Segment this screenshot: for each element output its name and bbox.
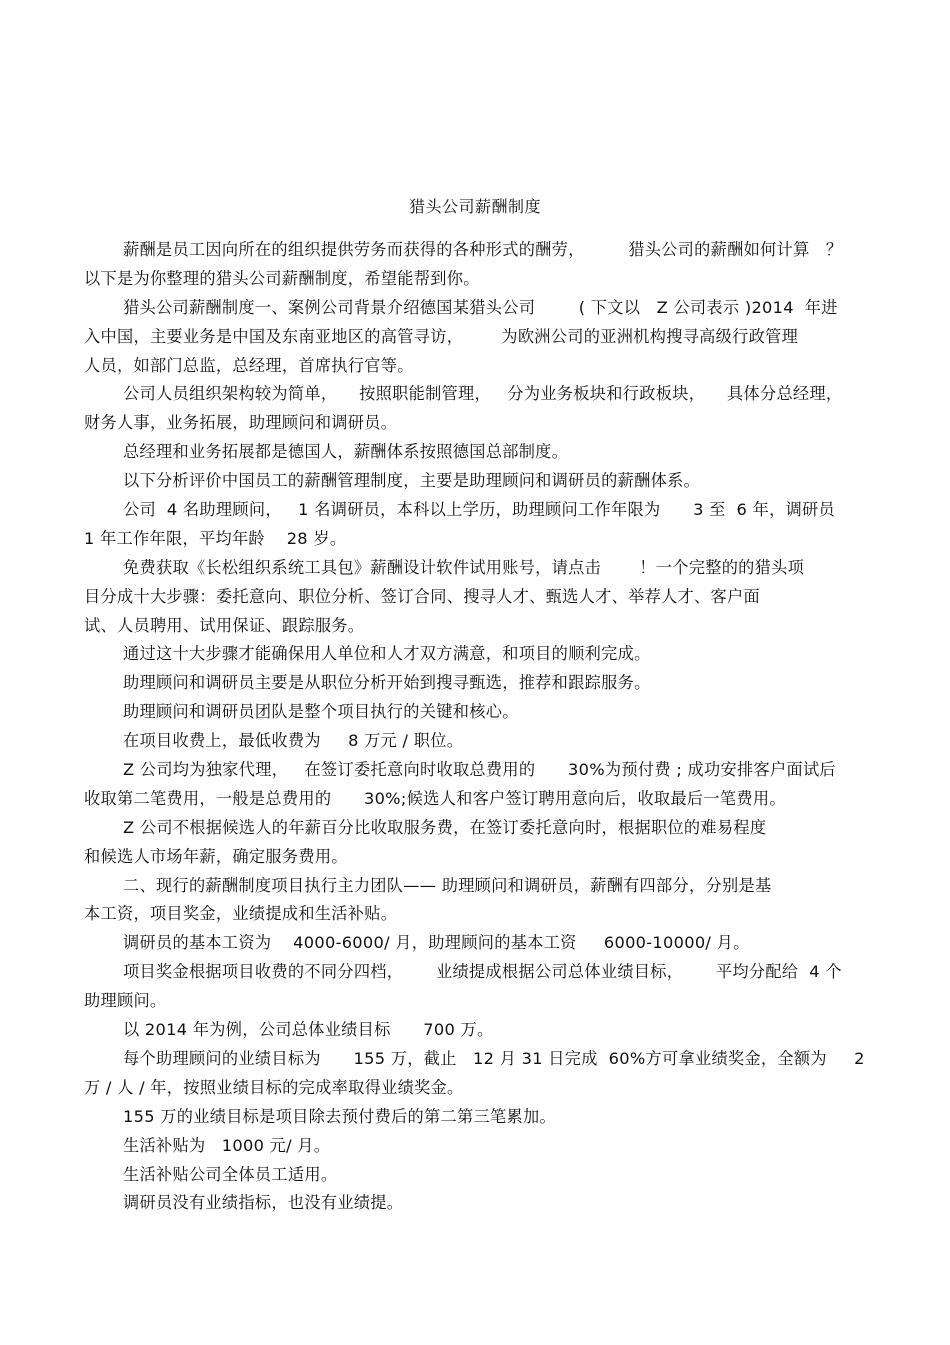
paragraph-line: 调研员的基本工资为 4000-6000/ 月，助理顾问的基本工资 6000-10000/ 月。	[123, 933, 750, 953]
paragraph-line: 公司人员组织架构较为简单， 按照职能制管理， 分为业务板块和行政板块， 具体分总经理，	[123, 384, 843, 404]
paragraph-line: 目分成十大步骤：委托意向、职位分析、签订合同、搜寻人才、甄选人才、举荐人才、客户面	[84, 586, 760, 606]
document-body	[84, 236, 884, 1218]
paragraph-line: Z 公司不根据候选人的年薪百分比收取服务费，在签订委托意向时，根据职位的难易程度	[123, 817, 767, 837]
paragraph-line: 生活补贴为 1000 元/ 月。	[123, 1135, 331, 1155]
paragraph-line: 生活补贴公司全体员工适用。	[123, 1164, 338, 1184]
paragraph-line: 以 2014 年为例，公司总体业绩目标 700 万。	[123, 1020, 494, 1040]
paragraph-line: 公司 4 名助理顾问， 1 名调研员，本科以上学历，助理顾问工作年限为 3 至 6 年，调研员	[123, 500, 836, 520]
paragraph-line: 在项目收费上，最低收费为 8 万元 / 职位。	[123, 731, 464, 751]
paragraph-line: 和候选人市场年薪，确定服务费用。	[84, 846, 348, 866]
paragraph-line: 助理顾问。	[84, 991, 167, 1011]
paragraph-line: 每个助理顾问的业绩目标为 155 万，截止 12 月 31 日完成 60%方可拿业绩奖金，全额为 2	[123, 1048, 865, 1068]
paragraph-line: 二、现行的薪酬制度项目执行主力团队—— 助理顾问和调研员，薪酬有四部分，分别是基	[123, 875, 772, 895]
paragraph-line: 收取第二笔费用，一般是总费用的 30%;候选人和客户签订聘用意向后，收取最后一笔费用。	[84, 788, 786, 808]
paragraph-line: 助理顾问和调研员团队是整个项目执行的关键和核心。	[123, 702, 519, 722]
paragraph-line: 试、人员聘用、试用保证、跟踪服务。	[84, 615, 365, 635]
document-title: 猎头公司薪酬制度	[408, 197, 541, 216]
paragraph-line: 人员，如部门总监，总经理，首席执行官等。	[84, 355, 414, 375]
paragraph-line: 总经理和业务拓展都是德国人，薪酬体系按照德国总部制度。	[123, 442, 569, 462]
paragraph-line: Z 公司均为独家代理， 在签订委托意向时收取总费用的 30%为预付费 ; 成功安排客户面试后	[123, 760, 836, 780]
paragraph-line: 入中国，主要业务是中国及东南亚地区的高管寻访， 为欧洲公司的亚洲机构搜寻高级行政管理	[84, 326, 799, 346]
paragraph-line: 财务人事，业务拓展，助理顾问和调研员。	[84, 413, 398, 433]
paragraph-line: 项目奖金根据项目收费的不同分四档， 业绩提成根据公司总体业绩目标， 平均分配给 4 个	[123, 962, 842, 982]
paragraph-line: 薪酬是员工因向所在的组织提供劳务而获得的各种形式的酬劳， 猎头公司的薪酬如何计算 ？	[123, 240, 843, 259]
paragraph-line: 以下是为你整理的猎头公司薪酬制度，希望能帮到你。	[84, 268, 480, 288]
paragraph-line: 155 万的业绩目标是项目除去预付费后的第二第三笔累加。	[123, 1106, 556, 1126]
paragraph-line: 助理顾问和调研员主要是从职位分析开始到搜寻甄选，推荐和跟踪服务。	[123, 673, 651, 693]
paragraph-line: 调研员没有业绩指标，也没有业绩提。	[123, 1193, 404, 1213]
paragraph-line: 1 年工作年限，平均年龄 28 岁。	[84, 528, 347, 548]
paragraph-line: 猎头公司薪酬制度一、案例公司背景介绍德国某猎头公司 ( 下文以 Z 公司表示 )2014 年进	[123, 297, 838, 317]
paragraph-line: 免费获取《长松组织系统工具包》薪酬设计软件试用账号，请点击 ！一个完整的的猎头项	[123, 557, 805, 577]
paragraph-line: 万 / 人 / 年，按照业绩目标的完成率取得业绩奖金。	[84, 1077, 464, 1097]
paragraph-line: 以下分析评价中国员工的薪酬管理制度，主要是助理顾问和调研员的薪酬体系。	[123, 471, 701, 491]
paragraph-line: 通过这十大步骤才能确保用人单位和人才双方满意，和项目的顺利完成。	[123, 644, 651, 664]
paragraph-line: 本工资，项目奖金，业绩提成和生活补贴。	[84, 904, 398, 924]
